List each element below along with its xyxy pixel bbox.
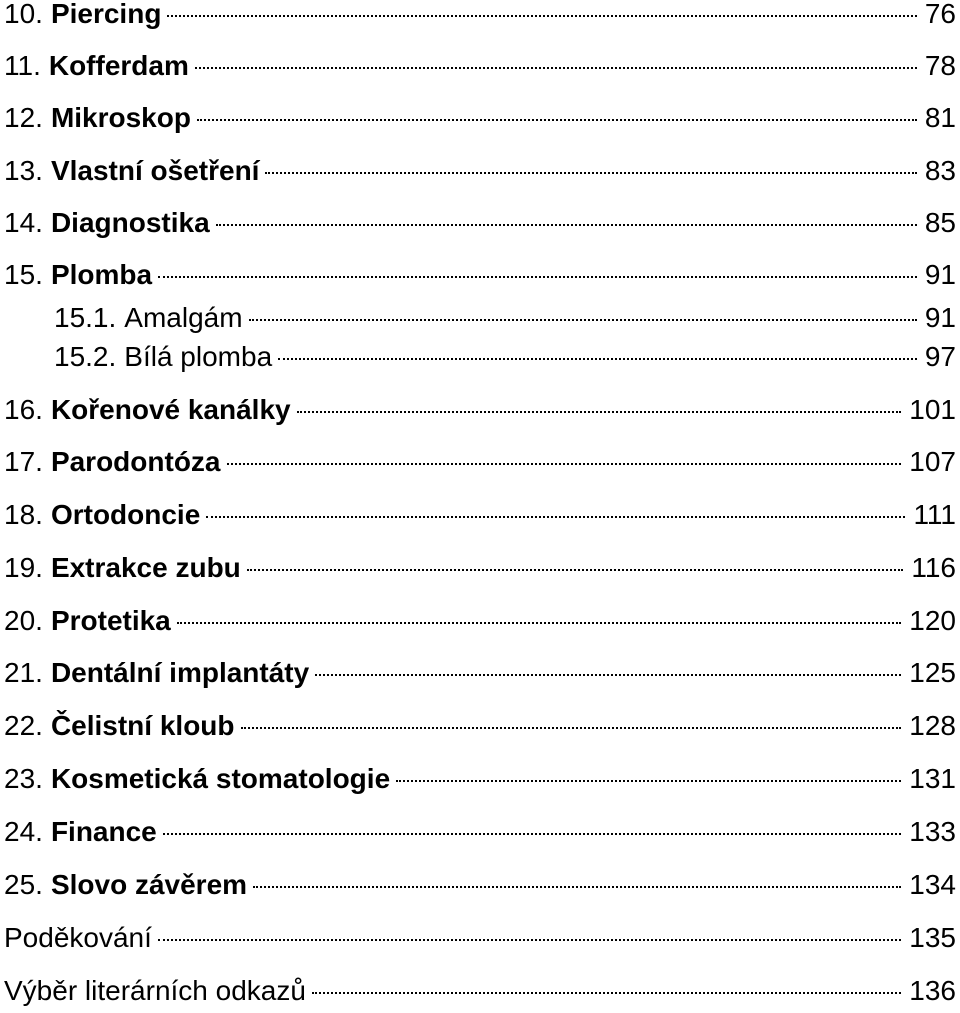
dot-leader [265,172,916,174]
entry-page: 91 [924,259,956,290]
dot-leader [297,411,902,413]
dot-leader [167,15,916,17]
entry-page: 107 [909,446,956,477]
dot-leader [216,224,917,226]
toc-subentry [54,339,956,375]
dot-leader [241,727,902,729]
entry-number: 23. [4,763,43,794]
entry-page: 125 [909,657,956,688]
entry-title: Parodontóza [50,446,221,477]
toc-entry [4,257,956,293]
toc-entry [4,497,956,533]
toc-entry [4,708,956,744]
entry-page: 76 [924,0,956,29]
entry-number: 22. [4,710,43,741]
entry-page: 91 [924,302,956,333]
entry-number: 25. [4,869,43,900]
toc-entry [4,0,956,32]
entry-number: 13. [4,155,43,186]
entry-title: Výběr literárních odkazů [4,975,306,1006]
entry-title: Vlastní ošetření [50,155,260,186]
toc-entry [4,100,956,136]
dot-leader [396,780,901,782]
toc-entry [4,48,956,84]
entry-title: Diagnostika [50,207,210,238]
dot-leader [163,833,902,835]
entry-page: 111 [913,499,956,530]
entry-number: 19. [4,552,43,583]
toc-entry [4,973,956,1009]
entry-number: 15. [4,259,43,290]
entry-page: 116 [911,552,956,583]
dot-leader [253,886,901,888]
entry-page: 134 [909,869,956,900]
entry-title: Finance [50,816,157,847]
entry-page: 128 [909,710,956,741]
toc-entry [4,153,956,189]
entry-title: Piercing [50,0,162,29]
entry-page: 101 [909,394,956,425]
dot-leader [249,319,917,321]
toc-entry [4,205,956,241]
dot-leader [278,358,917,360]
entry-number: 24. [4,816,43,847]
dot-leader [247,569,904,571]
entry-title: Extrakce zubu [50,552,241,583]
entry-title: Slovo závěrem [50,869,248,900]
entry-title: Kořenové kanálky [50,394,291,425]
entry-page: 78 [924,50,956,81]
dot-leader [312,992,901,994]
entry-page: 81 [924,102,956,133]
entry-number: 12. [4,102,43,133]
toc-entry [4,814,956,850]
toc-entry [4,920,956,956]
toc-subentry [54,300,956,336]
toc-entry [4,603,956,639]
entry-title: Plomba [50,259,153,290]
toc-entry [4,550,956,586]
entry-number: 11. [4,50,41,81]
entry-page: 83 [924,155,956,186]
entry-title: Mikroskop [50,102,191,133]
dot-leader [206,516,905,518]
toc-entry [4,867,956,903]
entry-number: 21. [4,657,43,688]
toc-entry [4,655,956,691]
dot-leader [177,622,902,624]
entry-title: Čelistní kloub [50,710,235,741]
entry-number: 17. [4,446,43,477]
toc-entry [4,761,956,797]
toc-entry [4,444,956,480]
dot-leader [315,674,901,676]
entry-page: 136 [909,975,956,1006]
entry-page: 133 [909,816,956,847]
entry-title: Bílá plomba [124,341,273,372]
entry-number: 14. [4,207,43,238]
entry-page: 131 [909,763,956,794]
dot-leader [158,276,917,278]
entry-title: Kofferdam [48,50,189,81]
entry-page: 135 [909,922,956,953]
entry-page: 85 [924,207,956,238]
entry-title: Amalgám [124,302,243,333]
entry-number: 15.1. [54,302,117,333]
entry-title: Poděkování [4,922,152,953]
dot-leader [158,939,901,941]
dot-leader [227,463,902,465]
entry-title: Protetika [50,605,171,636]
entry-number: 15.2. [54,341,117,372]
entry-number: 16. [4,394,43,425]
entry-page: 120 [909,605,956,636]
entry-title: Kosmetická stomatologie [50,763,391,794]
entry-number: 20. [4,605,43,636]
entry-title: Dentální implantáty [50,657,310,688]
dot-leader [197,119,917,121]
entry-page: 97 [924,341,956,372]
entry-title: Ortodoncie [50,499,201,530]
dot-leader [195,67,917,69]
entry-number: 18. [4,499,43,530]
entry-number: 10. [4,0,43,29]
toc-entry [4,392,956,428]
